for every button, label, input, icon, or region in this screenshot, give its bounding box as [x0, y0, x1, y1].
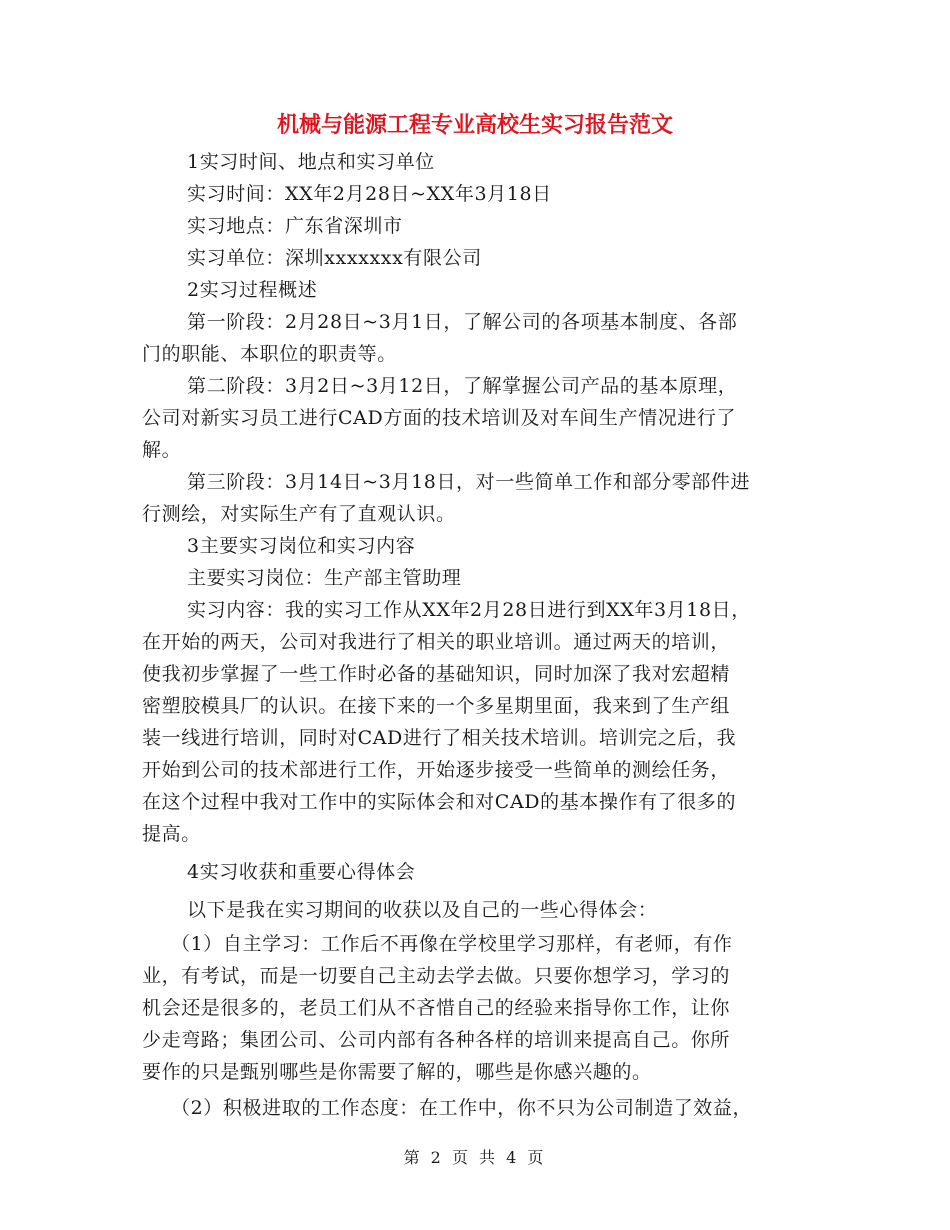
text-line: 在这个过程中我对工作中的实际体会和对CAD的基本操作有了很多的	[142, 791, 737, 813]
text-line: 要作的只是甄别哪些是你需要了解的，哪些是你感兴趣的。	[142, 1061, 652, 1083]
heading-section-4: 4实习收获和重要心得体会	[187, 861, 416, 883]
text-line: （2）积极进取的工作态度：在工作中，你不只为公司制造了效益，	[171, 1097, 753, 1119]
text-line: 实习单位：深圳xxxxxxx有限公司	[187, 247, 482, 269]
text-line: 提高。	[142, 823, 201, 845]
text-line: 行测绘，对实际生产有了直观认识。	[142, 503, 456, 525]
document-title: 机械与能源工程专业高校生实习报告范文	[276, 112, 673, 138]
text-line: 实习内容：我的实习工作从XX年2月28日进行到XX年3月18日，	[187, 599, 751, 621]
text-line: 第三阶段：3月14日~3月18日，对一些简单工作和部分零部件进	[187, 471, 751, 493]
text-line: 装一线进行培训，同时对CAD进行了相关技术培训。培训完之后，我	[142, 727, 737, 749]
page-footer: 第 2 页 共 4 页	[403, 1148, 547, 1167]
text-line: 实习时间：XX年2月28日~XX年3月18日	[187, 183, 552, 205]
heading-section-3: 3主要实习岗位和实习内容	[187, 535, 416, 557]
text-line: 密塑胶模具厂的认识。在接下来的一个多星期里面，我来到了生产组	[142, 695, 731, 717]
text-line: （1）自主学习：工作后不再像在学校里学习那样，有老师，有作	[171, 933, 733, 955]
text-line: 解。	[142, 439, 182, 461]
text-line: 业，有考试，而是一切要自己主动去学去做。只要你想学习，学习的	[142, 965, 731, 987]
text-line: 门的职能、本职位的职责等。	[142, 343, 397, 365]
heading-section-2: 2实习过程概述	[187, 279, 318, 301]
text-line: 机会还是很多的，老员工们从不吝惜自己的经验来指导你工作，让你	[142, 997, 731, 1019]
text-line: 主要实习岗位：生产部主管助理	[187, 567, 462, 589]
text-line: 第二阶段：3月2日~3月12日，了解掌握公司产品的基本原理，	[187, 375, 738, 397]
text-line: 以下是我在实习期间的收获以及自己的一些心得体会：	[187, 899, 658, 921]
heading-section-1: 1实习时间、地点和实习单位	[187, 151, 435, 173]
text-line: 少走弯路；集团公司、公司内部有各种各样的培训来提高自己。你所	[142, 1029, 731, 1051]
text-line: 公司对新实习员工进行CAD方面的技术培训及对车间生产情况进行了	[142, 407, 737, 429]
text-line: 第一阶段：2月28日~3月1日，了解公司的各项基本制度、各部	[187, 311, 738, 333]
text-line: 实习地点：广东省深圳市	[187, 215, 403, 237]
text-line: 开始到公司的技术部进行工作，开始逐步接受一些简单的测绘任务，	[142, 759, 731, 781]
text-line: 在开始的两天，公司对我进行了相关的职业培训。通过两天的培训，	[142, 631, 731, 653]
text-line: 使我初步掌握了一些工作时必备的基础知识，同时加深了我对宏超精	[142, 663, 731, 685]
